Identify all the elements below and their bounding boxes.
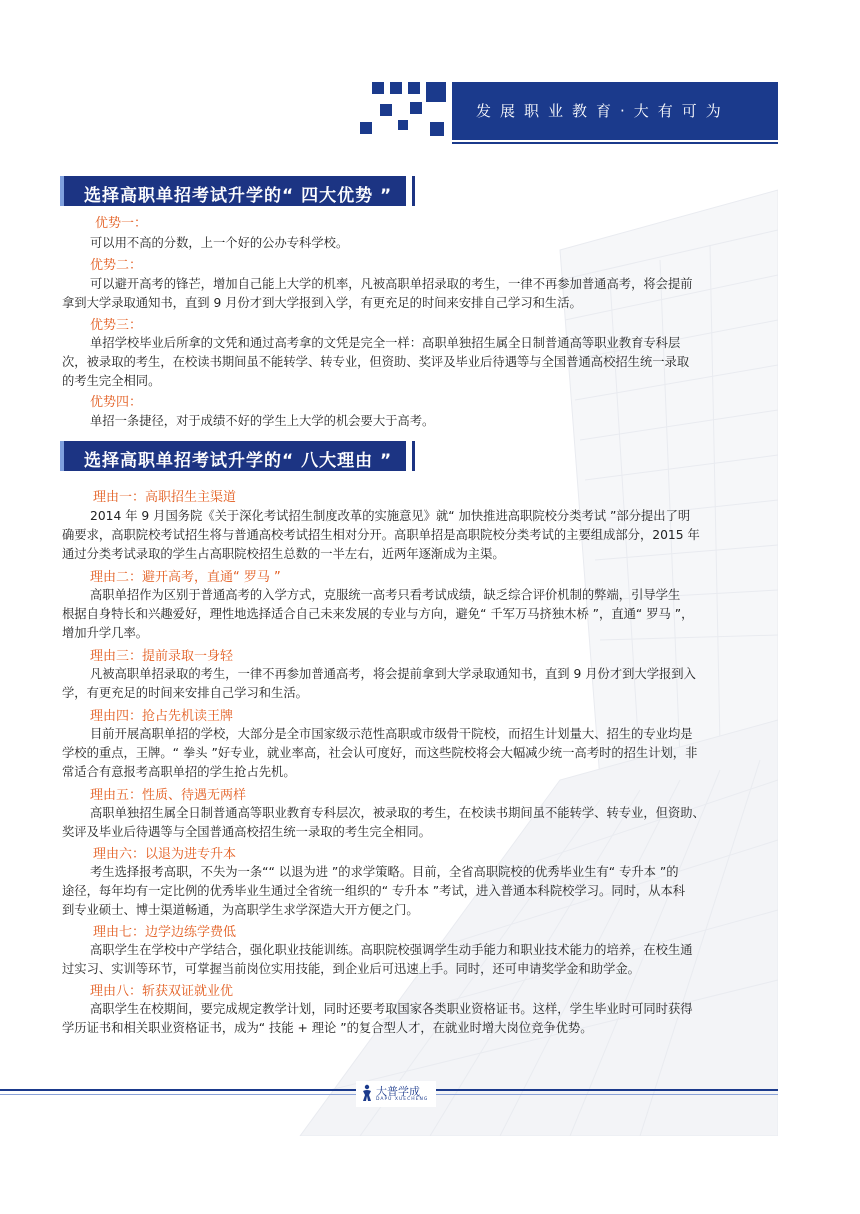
reason-text: 高职单独招生属全日制普通高等职业教育专科层次，被录取的考生，在校读书期间虽不能转学、转专业，但资助、 (90, 806, 705, 820)
reason-heading: 理由四：抢占先机读王牌 (90, 709, 234, 724)
reason-text: 到专业硕士、博士渠道畅通，为高职学生求学深造大开方便之门。 (62, 903, 419, 917)
figure-logo-icon (360, 1084, 374, 1102)
advantage-heading: 优势一： (95, 216, 148, 231)
section-title-bar-tail (412, 441, 415, 471)
advantage-heading: 优势二： (90, 258, 143, 273)
reason-text: 过实习、实训等环节，可掌握当前岗位实用技能，到企业后可迅速上手。同时，还可申请奖学金和助学金。 (62, 962, 640, 976)
reason-text: 学校的重点，王牌。“ 拳头 ”好专业，就业率高，社会认可度好，而这些院校将会大幅减少统一高考时的招生计划，非 (62, 746, 698, 760)
advantage-text: 单招学校毕业后所拿的文凭和通过高考拿的文凭是完全一样：高职单独招生属全日制普通高等职业教育专科层 (90, 336, 681, 350)
section-title: 选择高职单招考试升学的“ 四大优势 ” (84, 186, 393, 206)
advantage-text: 可以用不高的分数，上一个好的公办专科学校。 (90, 236, 349, 250)
advantage-text: 单招一条捷径，对于成绩不好的学生上大学的机会要大于高考。 (90, 414, 435, 428)
reason-heading: 理由七：边学边练学费低 (93, 925, 237, 940)
reason-text: 学历证书和相关职业资格证书，成为“ 技能 + 理论 ”的复合型人才，在就业时增大岗位竞争优势。 (62, 1021, 593, 1035)
reason-text: 通过分类考试录取的学生占高职院校招生总数的一半左右，近两年逐渐成为主渠。 (62, 547, 505, 561)
reason-heading: 理由六：以退为进专升本 (93, 847, 237, 862)
header-square (408, 82, 420, 94)
reason-text: 常适合有意报考高职单招的学生抢占先机。 (62, 765, 296, 779)
header-slogan: 发展职业教育·大有可为 (476, 102, 730, 120)
reason-text: 途径，每年均有一定比例的优秀毕业生通过全省统一组织的“ 专升本 ”考试，进入普通本科院校学习。同时，从本科 (62, 884, 686, 898)
section-title-bar (60, 176, 420, 206)
header-square (410, 102, 422, 114)
reason-heading: 理由三：提前录取一身轻 (90, 649, 234, 664)
reason-text: 考生选择报考高职，不失为一条““ 以退为进 ”的求学策略。目前，全省高职院校的优秀毕业生有“ 专升本 ”的 (90, 865, 679, 879)
advantage-text: 可以避开高考的锋芒，增加自己能上大学的机率，凡被高职单招录取的考生，一律不再参加普通高考，将会提前 (90, 277, 693, 291)
footer-logo-subtext: DAPU XUECHENG (376, 1097, 429, 1102)
section-title-bar-tail (412, 176, 415, 206)
header-square (372, 82, 384, 94)
section-title-bar (60, 441, 420, 471)
header-square (380, 104, 392, 116)
advantage-heading: 优势四： (90, 395, 143, 410)
reason-text: 高职学生在校期间，要完成规定教学计划，同时还要考取国家各类职业资格证书。这样，学生毕业时可同时获得 (90, 1002, 693, 1016)
header-square (360, 122, 372, 134)
reason-text: 2014 年 9 月国务院《关于深化考试招生制度改革的实施意见》就“ 加快推进高职院校分类考试 ”部分提出了明 (90, 509, 691, 523)
reason-heading: 理由一：高职招生主渠道 (93, 490, 237, 505)
reason-heading: 理由二：避开高考，直通“ 罗马 ” (90, 570, 281, 585)
advantage-heading: 优势三： (90, 318, 143, 333)
section-title-bar-accent (60, 441, 64, 471)
reason-heading: 理由五：性质、待遇无两样 (90, 788, 247, 803)
reason-text: 凡被高职单招录取的考生，一律不再参加普通高考，将会提前拿到大学录取通知书，直到 9 月份才到大学报到入 (90, 667, 696, 681)
footer-logo-text: 大普学成 (376, 1085, 420, 1098)
reason-text: 高职单招作为区别于普通高考的入学方式，克服统一高考只看考试成绩，缺乏综合评价机制的弊端，引导学生 (90, 588, 681, 602)
reason-text: 目前开展高职单招的学校，大部分是全市国家级示范性高职或市级骨干院校，而招生计划量大、招生的专业均是 (90, 727, 693, 741)
reason-text: 确要求，高职院校考试招生将与普通高校考试招生相对分开。高职单招是高职院校分类考试的主要组成部分，2015 年 (62, 528, 700, 542)
reason-text: 奖评及毕业后待遇等与全国普通高校招生统一录取的考生完全相同。 (62, 825, 431, 839)
reason-text: 增加升学几率。 (62, 626, 149, 640)
reason-text: 学，有更充足的时间来安排自己学习和生活。 (62, 686, 308, 700)
header-square (426, 82, 446, 102)
advantage-text: 次，被录取的考生，在校读书期间虽不能转学、转专业，但资助、奖评及毕业后待遇等与全国普通高校招生统一录取 (62, 355, 690, 369)
footer-logo (356, 1081, 436, 1107)
header-square (398, 120, 408, 130)
reason-text: 根据自身特长和兴趣爱好，理性地选择适合自己未来发展的专业与方向，避免“ 千军万马挤独木桥 ”，直通“ 罗马 ”， (62, 607, 694, 621)
reason-heading: 理由八：斩获双证就业优 (90, 984, 234, 999)
advantage-text: 拿到大学录取通知书，直到 9 月份才到大学报到入学，有更充足的时间来安排自己学习和生活。 (62, 296, 582, 310)
section-title: 选择高职单招考试升学的“ 八大理由 ” (84, 451, 393, 471)
header-band-underline (452, 142, 778, 144)
reason-text: 高职学生在学校中产学结合，强化职业技能训练。高职院校强调学生动手能力和职业技术能力的培养，在校生通 (90, 943, 693, 957)
advantage-text: 的考生完全相同。 (62, 374, 161, 388)
section-title-bar-accent (60, 176, 64, 206)
header-square (430, 122, 444, 136)
header-square (390, 82, 402, 94)
